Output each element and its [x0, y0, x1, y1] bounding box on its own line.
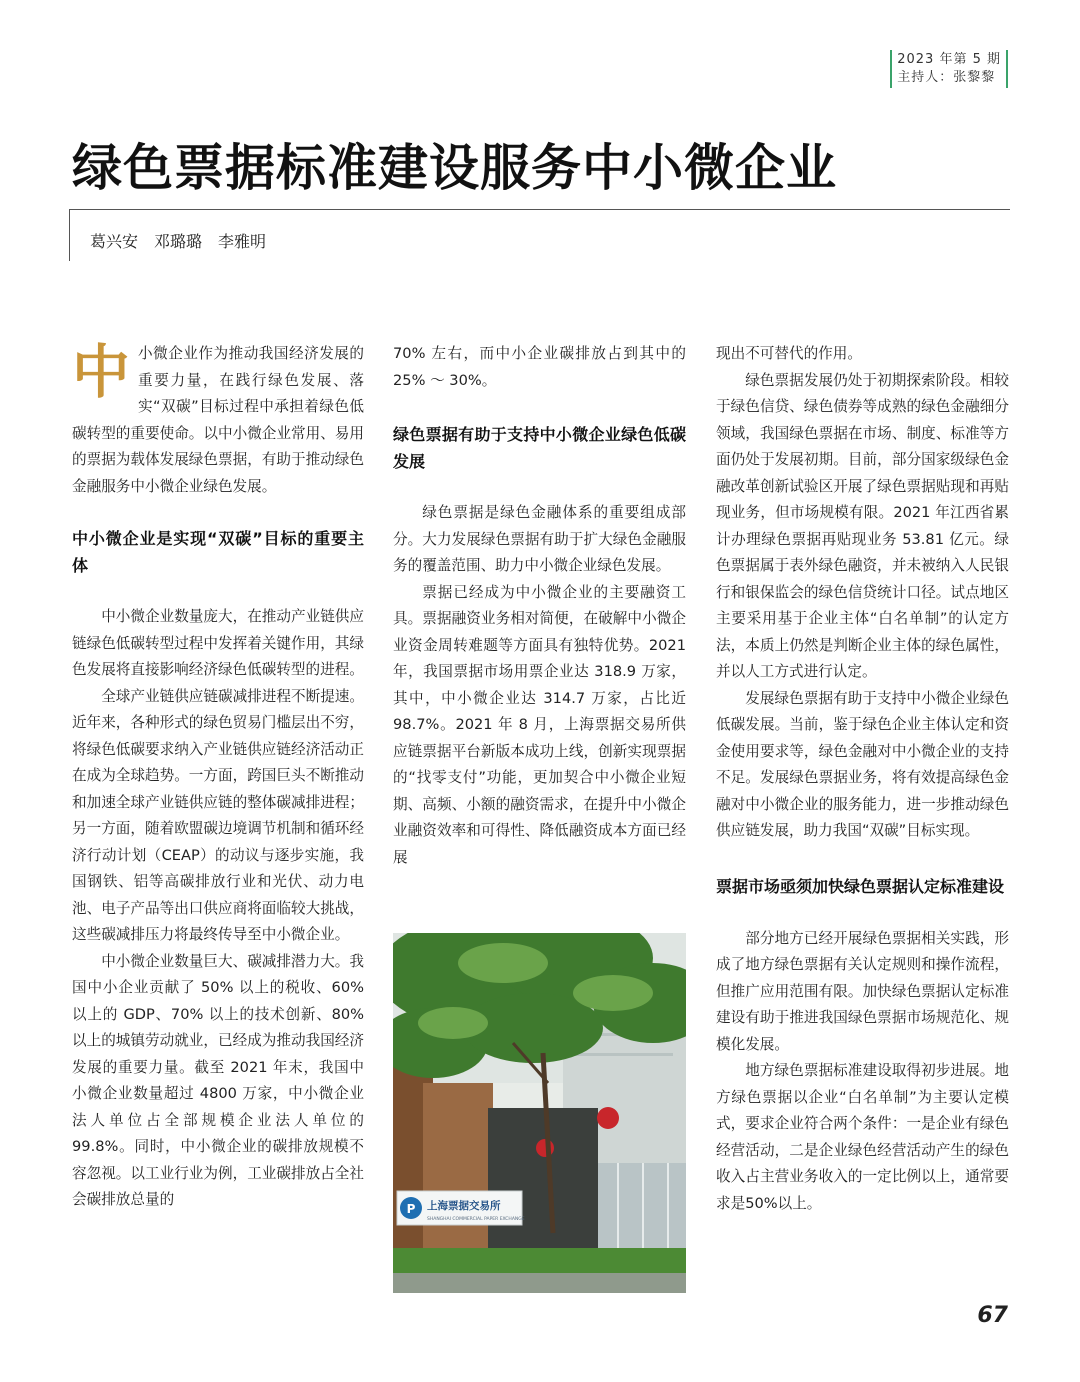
drop-cap: 中 [72, 338, 131, 406]
building-photo-image [393, 933, 686, 1293]
issue-number: 2023 年第 5 期 [897, 52, 1001, 67]
column-2 [393, 341, 686, 871]
issue-host: 主持人：张黎黎 [897, 70, 996, 85]
paragraph: 地方绿色票据标准建设取得初步进展。地方绿色票据以企业“白名单制”为主要认定模式，要求企业符合两个条件：一是企业有绿色经营活动，二是企业绿色经营活动产生的绿色收入占主营业务收入的一定比例以上，通常要求是50%以上。 [716, 1062, 1009, 1212]
page-number: 67 [977, 1303, 1008, 1328]
intro-text: 小微企业作为推动我国经济发展的重要力量，在践行绿色发展、落实“双碳”目标过程中承担着绿色低碳转型的重要使命。以中小微企业常用、易用的票据为载体发展绿色票据，有助于推动绿色金融服务中小微企业绿色发展。 [72, 345, 364, 495]
paragraph: 部分地方已经开展绿色票据相关实践，形成了地方绿色票据有关认定规则和操作流程，但推广应用范围有限。加快绿色票据认定标准建设有助于推进我国绿色票据市场规范化、规模化发展。 [716, 929, 1009, 1053]
paragraph: 绿色票据是绿色金融体系的重要组成部分。大力发展绿色票据有助于扩大绿色金融服务的覆盖范围、助力中小微企业绿色发展。 [393, 504, 686, 574]
authors: 葛兴安 邓璐璐 李雅明 [90, 232, 267, 251]
paragraph: 发展绿色票据有助于支持中小微企业绿色低碳发展。当前，鉴于绿色企业主体认定和资金使用要求等，绿色金融对中小微企业的支持不足。发展绿色票据业务，将有效提高绿色金融对中小微企业的服务能力，进一步推动绿色供应链发展，助力我国“双碳”目标实现。 [716, 689, 1009, 839]
paragraph: 绿色票据发展仍处于初期探索阶段。相较于绿色信贷、绿色债券等成熟的绿色金融细分领域，我国绿色票据在市场、制度、标准等方面仍处于发展初期。目前，部分国家级绿色金融改革创新试验区开展了绿色票据贴现和再贴现业务，但市场规模有限。2021 年江西省累计办理绿色票据再贴现业务 53.81 亿元。绿色票据属于表外绿色融资，并未被纳入人民银行和银保监会的绿色信贷统计口径。试点地区主要采用基于企业主体“白名单制”的认定方法，本质上仍然是判断企业主体的绿色属性，并以人工方式进行认定。 [716, 371, 1009, 680]
paragraph: 中小微企业数量巨大、碳减排潜力大。我国中小企业贡献了 50% 以上的税收、60% 以上的 GDP、70% 以上的技术创新、80% 以上的城镇劳动就业，已经成为推动我国经济发展的重要力量。截至 2021 年末，我国中小微企业数量超过 4800 万家，中小微企业法人单位占全部规模企业法人单位的 99.8%。同时，中小微企业的碳排放规模不容忽视。以工业行业为例，工业碳排放占全社会碳排放总量的 [72, 952, 364, 1208]
column-3 [716, 341, 1009, 1217]
issue-info [890, 50, 1008, 88]
article-title: 绿色票据标准建设服务中小微企业 [72, 139, 837, 197]
paragraph: 70% 左右，而中小企业碳排放占到其中的 25% ～ 30%。 [393, 345, 686, 389]
paragraph: 现出不可替代的作用。 [716, 345, 862, 362]
photo-sign-text: 上海票据交易所 [427, 1200, 501, 1212]
title-divider [70, 209, 1010, 210]
paragraph: 全球产业链供应链碳减排进程不断提速。近年来，各种形式的绿色贸易门槛层出不穷，将绿色低碳要求纳入产业链供应链经济活动正在成为全球趋势。一方面，跨国巨头不断推动和加速全球产业链供应链的整体碳减排进程；另一方面，随着欧盟碳边境调节机制和循环经济行动计划（CEAP）的动议与逐步实施，我国钢铁、铝等高碳排放行业和光伏、动力电池、电子产品等出口供应商将面临较大挑战，这些碳减排压力将最终传导至中小微企业。 [72, 687, 364, 943]
intro-paragraph [72, 338, 364, 500]
section-heading-1: 中小微企业是实现“双碳”目标的重要主体 [72, 529, 364, 575]
column-1 [72, 338, 364, 1214]
building-photo [393, 933, 686, 1293]
paragraph: 中小微企业数量庞大，在推动产业链供应链绿色低碳转型过程中发挥着关键作用，其绿色发展将直接影响经济绿色低碳转型的进程。 [72, 608, 364, 678]
author-divider [69, 209, 70, 261]
paragraph: 票据已经成为中小微企业的主要融资工具。票据融资业务相对简便，在破解中小微企业资金周转难题等方面具有独特优势。2021 年，我国票据市场用票企业达 318.9 万家，其中，中小微企业达 314.7 万家，占比近 98.7%。2021 年 8 月，上海票据交易所供应链票据平台新版本成功上线，创新实现票据的“找零支付”功能，更加契合中小微企业短期、高频、小额的融资需求，在提升中小微企业融资效率和可得性、降低融资成本方面已经展 [393, 583, 686, 866]
photo-sign-en: SHANGHAI COMMERCIAL PAPER EXCHANGE [427, 1217, 525, 1222]
section-heading-3: 票据市场亟须加快绿色票据认定标准建设 [716, 876, 1005, 896]
section-heading-2: 绿色票据有助于支持中小微企业绿色低碳发展 [393, 425, 686, 471]
svg-text:P: P [406, 1202, 416, 1216]
